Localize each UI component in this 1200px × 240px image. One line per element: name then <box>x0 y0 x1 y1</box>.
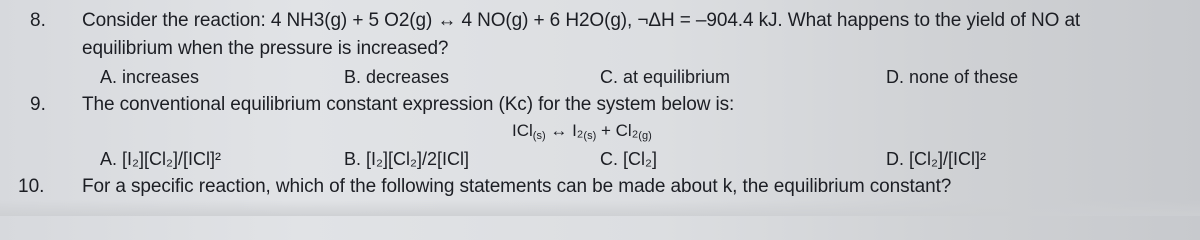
equilibrium-arrow: ↔ <box>550 121 568 140</box>
option-d[interactable]: D. [Cl₂]/[ICl]² <box>886 149 986 169</box>
state-label: (g) <box>638 130 652 142</box>
option-a[interactable]: A. increases <box>100 67 200 87</box>
question-text-line: For a specific reaction, which of the following statements can be made about k, the equilibrium constant? <box>82 176 952 197</box>
reactant: ICl <box>512 121 533 140</box>
option-b[interactable]: B. [I₂][Cl₂]/2[ICl] <box>344 149 469 169</box>
option-d[interactable]: D. none of these <box>886 67 1019 87</box>
option-a[interactable]: A. [I₂][Cl₂]/[ICl]² <box>100 149 221 169</box>
question-text-line: equilibrium when the pressure is increased? <box>82 38 449 59</box>
product: I₂ <box>572 121 584 140</box>
reaction-equation <box>512 120 652 147</box>
state-label: (s) <box>583 130 597 142</box>
option-b[interactable]: B. decreases <box>344 67 450 87</box>
option-c[interactable]: C. [Cl₂] <box>600 149 657 169</box>
option-c[interactable]: C. at equilibrium <box>600 67 731 87</box>
question-text-line: The conventional equilibrium constant expression (Kc) for the system below is: <box>82 94 735 115</box>
question-number: 8. <box>30 10 46 31</box>
question-number: 10. <box>18 176 45 197</box>
plus-sign: + <box>600 121 611 140</box>
question-number: 9. <box>30 94 46 115</box>
page-edge-shadow <box>0 200 1200 216</box>
question-text-line: Consider the reaction: 4 NH3(g) + 5 O2(g) ↔ 4 NO(g) + 6 H2O(g), ¬ΔH = –904.4 kJ. What happens to the yield of NO at <box>82 10 1081 31</box>
product: Cl₂ <box>615 121 639 140</box>
state-label: (s) <box>532 130 546 142</box>
